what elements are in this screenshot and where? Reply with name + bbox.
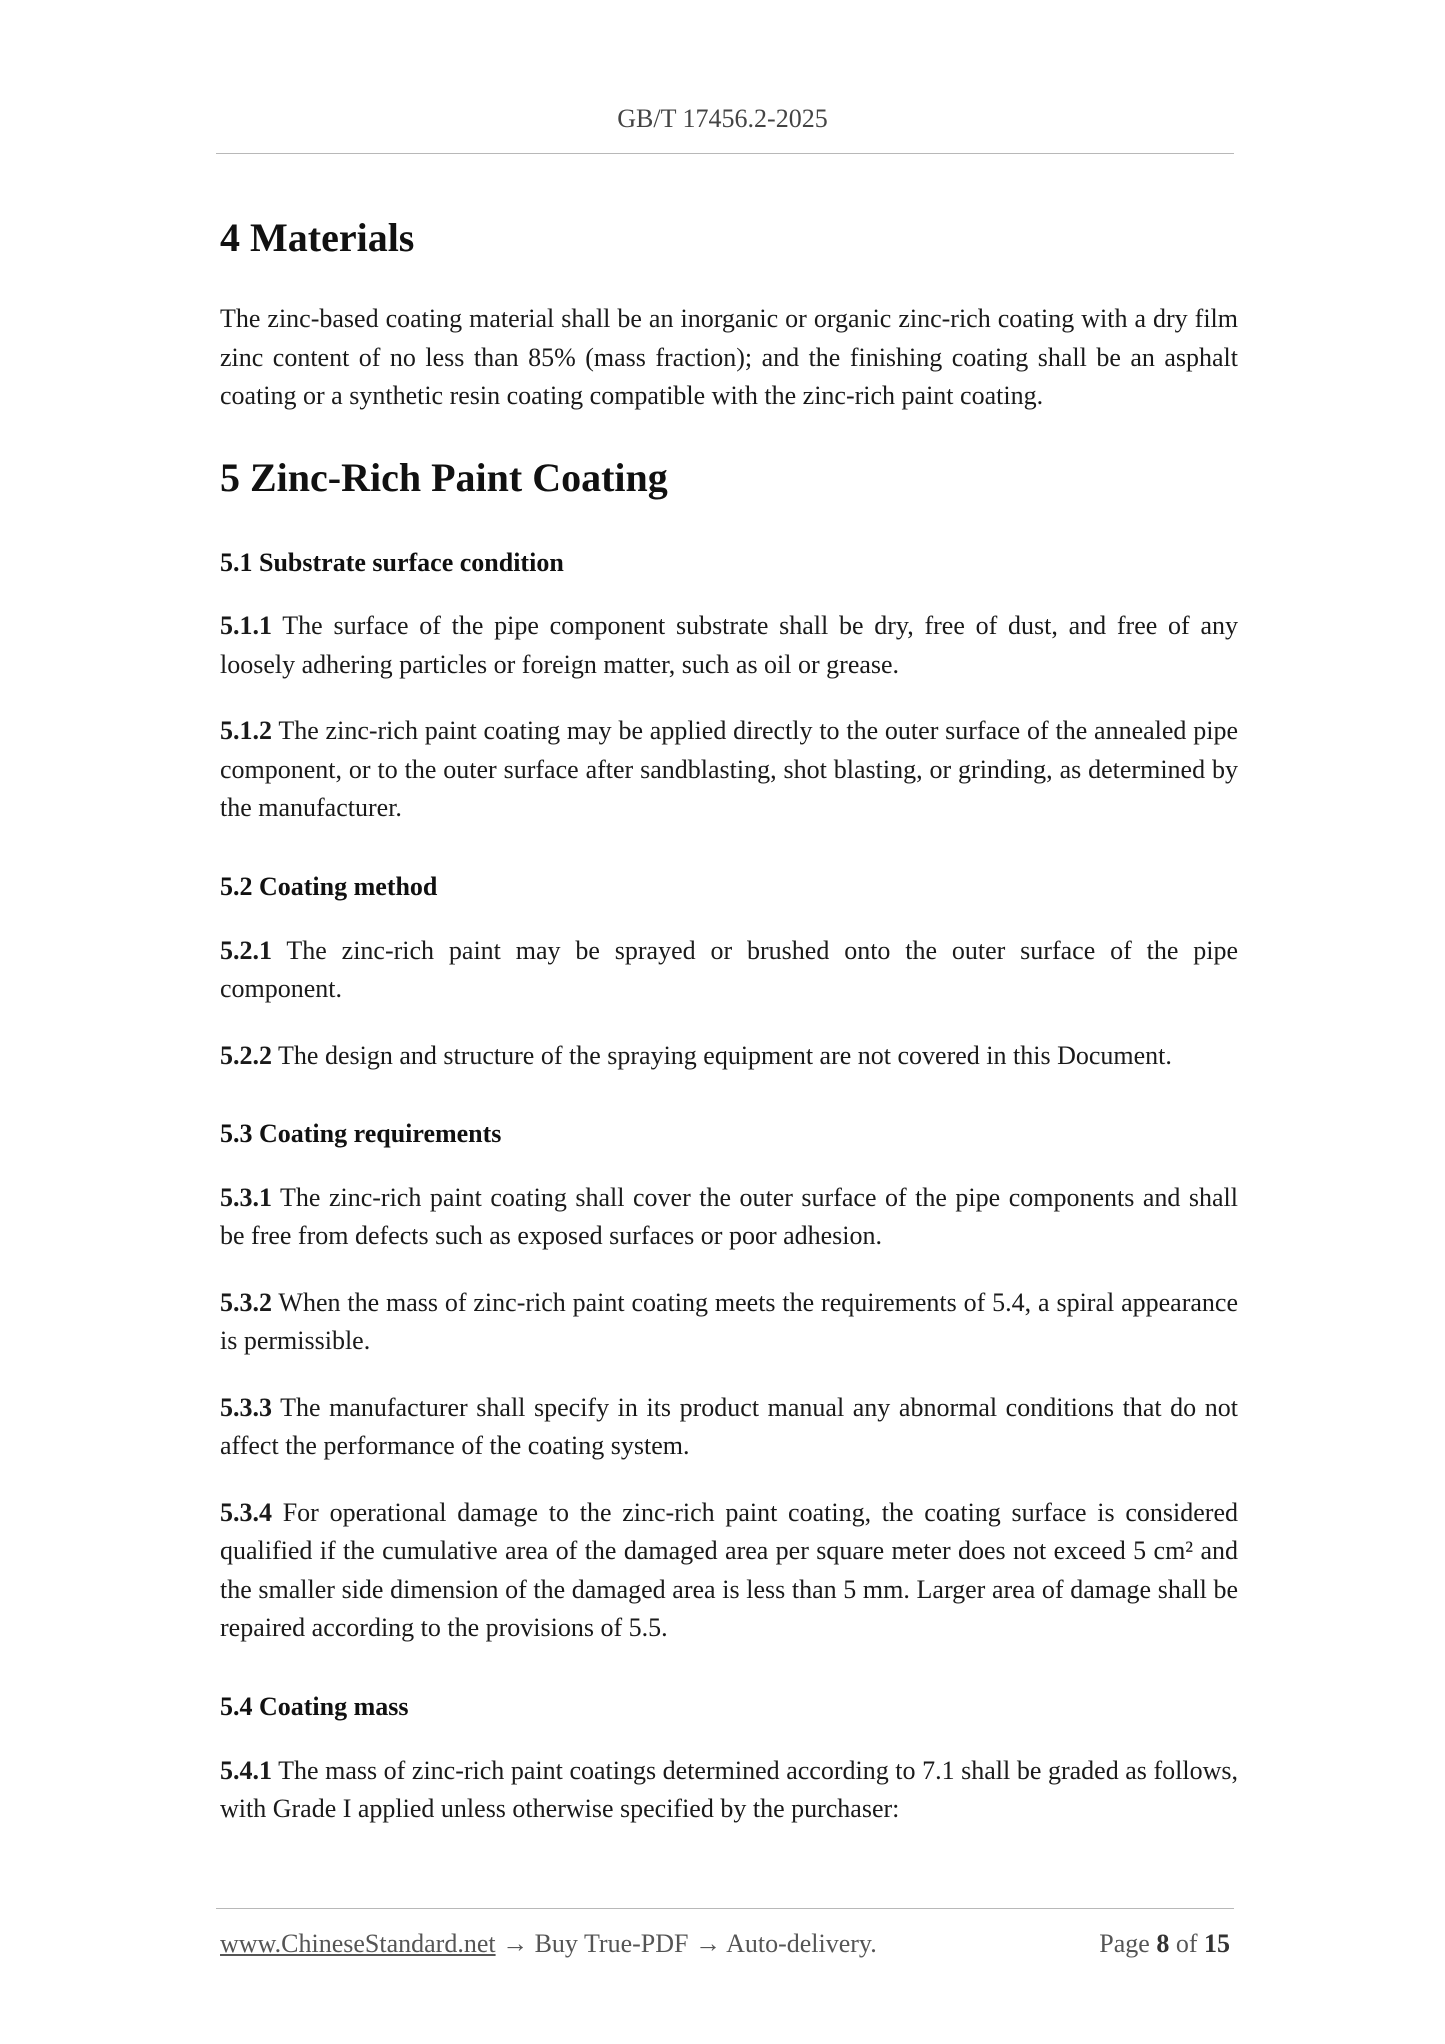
clause-text: The zinc-rich paint coating may be applied directly to the outer surface of the annealed pipe component, or to the outer surface after sandblasting, shot blasting, or grinding, as determined by the manufacturer. (220, 716, 1238, 823)
clause-number: 5.3.3 (220, 1392, 272, 1422)
subsection-5-1-heading: 5.1 Substrate surface condition (220, 547, 564, 577)
header-divider (216, 153, 1234, 154)
clause-text: The zinc-rich paint may be sprayed or brushed onto the outer surface of the pipe component. (220, 935, 1238, 1004)
clause-text: The surface of the pipe component substrate shall be dry, free of dust, and free of any loosely adhering particles or foreign matter, such as oil or grease. (220, 611, 1238, 679)
buy-true-pdf-text: Buy True-PDF (534, 1929, 689, 1958)
clause-text: The zinc-rich paint coating shall cover the outer surface of the pipe components and shall be free from defects such as exposed surfaces or poor adhesion. (220, 1182, 1238, 1251)
clause-5-3-4 (220, 1494, 1238, 1648)
clause-5-1-1 (220, 607, 1238, 684)
subsection-5-2-heading: 5.2 Coating method (220, 871, 438, 901)
auto-delivery-text: Auto-delivery. (726, 1929, 877, 1958)
clause-5-2-1 (220, 932, 1238, 1009)
clause-text: For operational damage to the zinc-rich paint coating, the coating surface is considered qualified if the cumulative area of the damaged area per square meter does not exceed 5 cm² and the smaller side dimension of the damaged area is less than 5 mm. Larger area of damage shall be repaired according to the provisions of 5.5. (220, 1497, 1238, 1643)
clause-5-3-2 (220, 1284, 1238, 1361)
subsection-5-3-heading: 5.3 Coating requirements (220, 1119, 502, 1149)
clause-number: 5.3.4 (220, 1497, 272, 1527)
clause-5-3-3 (220, 1389, 1238, 1466)
clause-number: 5.2.1 (220, 935, 272, 965)
clause-number: 5.1.1 (220, 611, 272, 641)
clause-text: The design and structure of the spraying equipment are not covered in this Document. (272, 1040, 1172, 1070)
clause-text: The manufacturer shall specify in its product manual any abnormal conditions that do not affect the performance of the coating system. (220, 1392, 1238, 1461)
clause-5-4-1 (220, 1752, 1238, 1829)
total-pages: 15 (1204, 1929, 1230, 1958)
section-5-heading: 5 Zinc-Rich Paint Coating (220, 454, 668, 500)
section-4-paragraph: The zinc-based coating material shall be an inorganic or organic zinc-rich coating with a dry film zinc content of no less than 85% (mass fraction); and the finishing coating shall be an asphalt coating or a synthetic resin coating compatible with the zinc-rich paint coating. (220, 304, 1238, 410)
arrow-icon: → (495, 1929, 535, 1958)
document-header: GB/T 17456.2-2025 (617, 104, 828, 133)
subsection-5-4-heading: 5.4 Coating mass (220, 1691, 409, 1721)
clause-text: The mass of zinc-rich paint coatings determined according to 7.1 shall be graded as follows, with Grade I applied unless otherwise specified by the purchaser: (220, 1755, 1238, 1824)
clause-number: 5.3.2 (220, 1287, 272, 1317)
section-4-heading: 4 Materials (220, 215, 415, 260)
clause-number: 5.4.1 (220, 1755, 272, 1785)
footer-divider (216, 1908, 1234, 1909)
clause-number: 5.2.2 (220, 1040, 272, 1070)
page-number (1099, 1929, 1230, 1959)
clause-5-3-1 (220, 1179, 1238, 1256)
page-content (220, 198, 1238, 1829)
clause-number: 5.3.1 (220, 1182, 272, 1212)
clause-text: When the mass of zinc-rich paint coating meets the requirements of 5.4, a spiral appearance is permissible. (220, 1287, 1238, 1356)
page-label: Page (1099, 1929, 1157, 1958)
of-label: of (1169, 1929, 1204, 1958)
arrow-icon: → (688, 1929, 727, 1958)
clause-number: 5.1.2 (220, 716, 272, 746)
clause-5-1-2 (220, 712, 1238, 828)
footer-promo (220, 1929, 877, 1959)
current-page: 8 (1156, 1929, 1170, 1958)
website-link[interactable]: www.ChineseStandard.net (220, 1929, 496, 1958)
clause-5-2-2 (220, 1037, 1238, 1076)
